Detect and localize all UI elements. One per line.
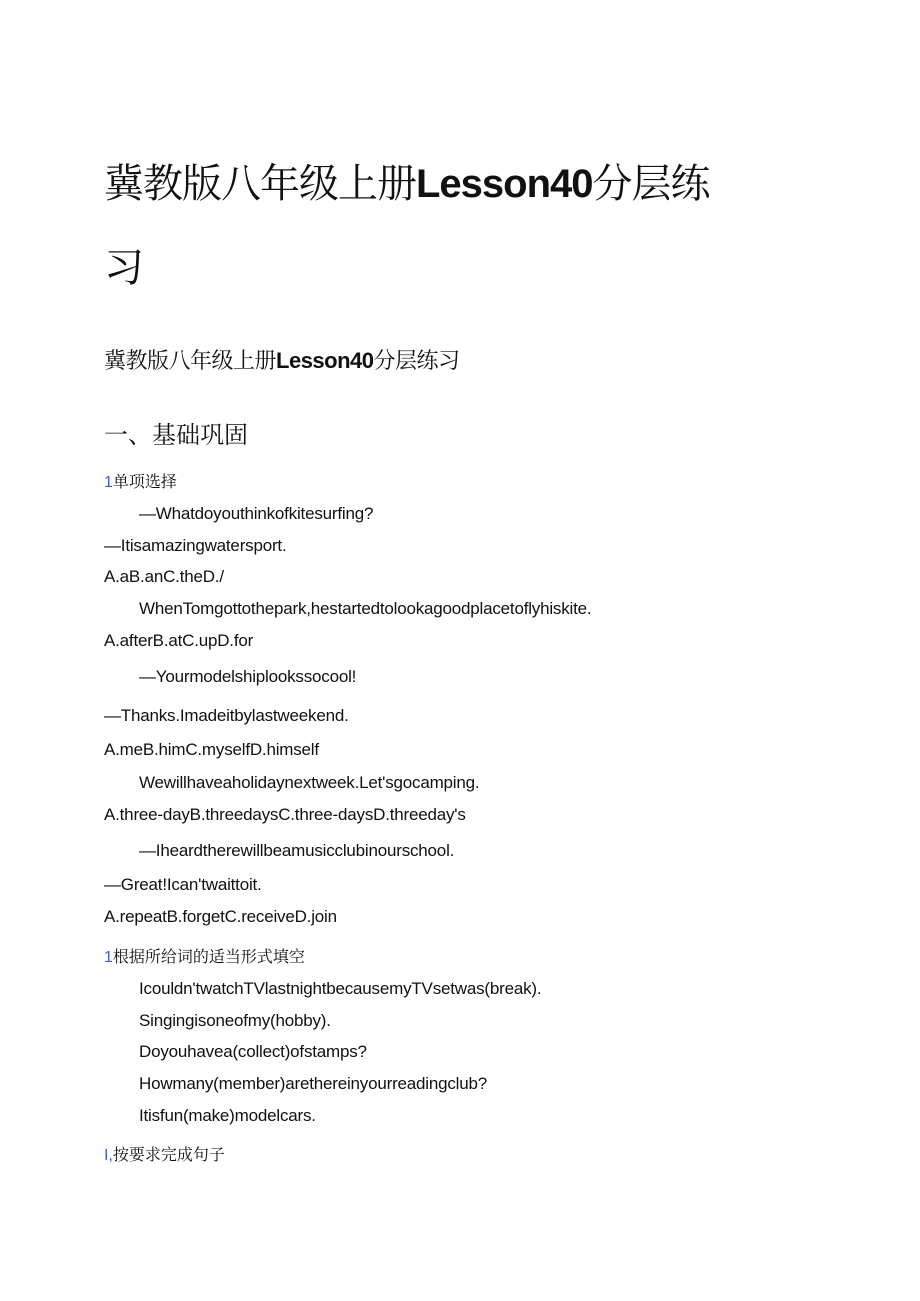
part-heading-fill-in: 1根据所给词的适当形式填空: [104, 949, 305, 966]
question-line: —Whatdoyouthinkofkitesurfing?: [139, 504, 374, 523]
question-line: —Great!Ican'twaittoit.: [104, 875, 262, 894]
question-line: Wewillhaveaholidaynextweek.Let'sgocamping.: [139, 773, 480, 792]
part-number: I,: [104, 1147, 113, 1164]
answer-options: A.repeatB.forgetC.receiveD.join: [104, 907, 337, 926]
answer-options: A.three-dayB.threedaysC.three-daysD.threeday's: [104, 805, 466, 824]
question-line: —Yourmodelshiplookssocool!: [139, 667, 357, 686]
part-number: 1: [104, 949, 113, 966]
section-heading-basics: 一、基础巩固: [104, 422, 248, 449]
question-line: —Iheardtherewillbeamusicclubinourschool.: [139, 841, 455, 860]
answer-options: A.afterB.atC.upD.for: [104, 631, 254, 650]
answer-options: A.aB.anC.theD./: [104, 567, 224, 586]
question-line: —Itisamazingwatersport.: [104, 536, 287, 555]
question-line: WhenTomgottothepark,hestartedtolookagoodplacetoflyhiskite.: [139, 599, 592, 618]
part-heading-multiple-choice: 1单项选择: [104, 474, 177, 491]
part-number: 1: [104, 474, 113, 491]
question-line: —Thanks.Imadeitbylastweekend.: [104, 706, 349, 725]
part-heading-complete-sentences: I,按要求完成句子: [104, 1147, 225, 1164]
question-line: Singingisoneofmy(hobby).: [139, 1011, 331, 1030]
question-line: Icouldn'twatchTVlastnightbecausemyTVsetwas(break).: [139, 979, 542, 998]
document-subtitle: 冀教版八年级上册Lesson40分层练习: [104, 348, 460, 373]
question-line: Howmany(member)arethereinyourreadingclub?: [139, 1074, 488, 1093]
answer-options: A.meB.himC.myselfD.himself: [104, 740, 319, 759]
document-title-line-2: 习: [104, 246, 143, 290]
document-title-line-1: 冀教版八年级上册Lesson40分层练: [104, 162, 710, 206]
question-line: Doyouhavea(collect)ofstamps?: [139, 1042, 367, 1061]
question-line: Itisfun(make)modelcars.: [139, 1106, 316, 1125]
